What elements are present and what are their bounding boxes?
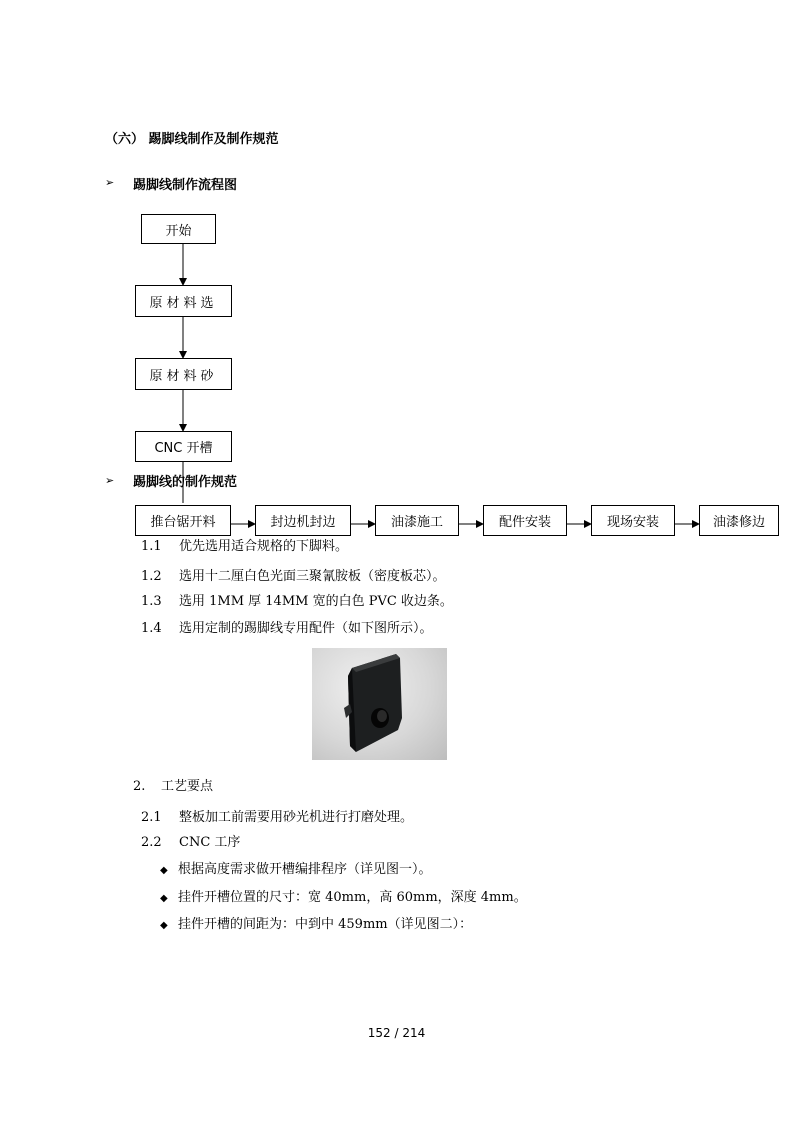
flow-box-panel-saw: 推台锯开料 (135, 505, 231, 536)
list-item: 2.1 整板加工前需要用砂光机进行打磨处理。 (141, 810, 414, 825)
flow-box-paint-touchup: 油漆修边 (699, 505, 779, 536)
flow-box-site-install: 现场安装 (591, 505, 675, 536)
fitting-photo (312, 648, 447, 760)
diamond-bullet-icon: ◆ (160, 893, 168, 904)
list-item: 1.3 选用 1MM 厚 14MM 宽的白色 PVC 收边条。 (141, 594, 453, 609)
sub-list-item: ◆ 挂件开槽位置的尺寸：宽 40mm，高 60mm，深度 4mm。 (160, 890, 527, 905)
diamond-bullet-icon: ◆ (160, 865, 168, 876)
arrow-bullet-icon: ➢ (105, 176, 115, 189)
flow-box-fitting-install: 配件安装 (483, 505, 567, 536)
flow-box-painting: 油漆施工 (375, 505, 459, 536)
flow-box-material-sand: 原材料砂 (135, 358, 232, 390)
flow-box-start: 开始 (141, 214, 216, 244)
sub-list-item: ◆ 挂件开槽的间距为：中到中 459mm（详见图二）： (160, 917, 473, 932)
flow-box-edge-banding: 封边机封边 (255, 505, 351, 536)
section-2-heading: 2. 工艺要点 (133, 779, 214, 794)
page-number: 152 / 214 (367, 1026, 426, 1040)
arrow-bullet-icon: ➢ (105, 474, 115, 487)
spec-heading: 踢脚线的制作规范 (133, 475, 238, 490)
section-title: （六） 踢脚线制作及制作规范 (105, 132, 279, 147)
list-item: 1.4 选用定制的踢脚线专用配件（如下图所示）。 (141, 621, 433, 636)
flow-box-cnc: CNC 开槽 (135, 431, 232, 462)
list-item: 2.2 CNC 工序 (141, 835, 241, 850)
flow-heading: 踢脚线制作流程图 (133, 178, 238, 193)
list-item: 1.1 优先选用适合规格的下脚料。 (141, 539, 349, 554)
flow-box-material-select: 原材料选 (135, 285, 232, 317)
diamond-bullet-icon: ◆ (160, 920, 168, 931)
list-item: 1.2 选用十二厘白色光面三聚氰胺板（密度板芯）。 (141, 569, 446, 584)
sub-list-item: ◆ 根据高度需求做开槽编排程序（详见图一）。 (160, 862, 432, 877)
